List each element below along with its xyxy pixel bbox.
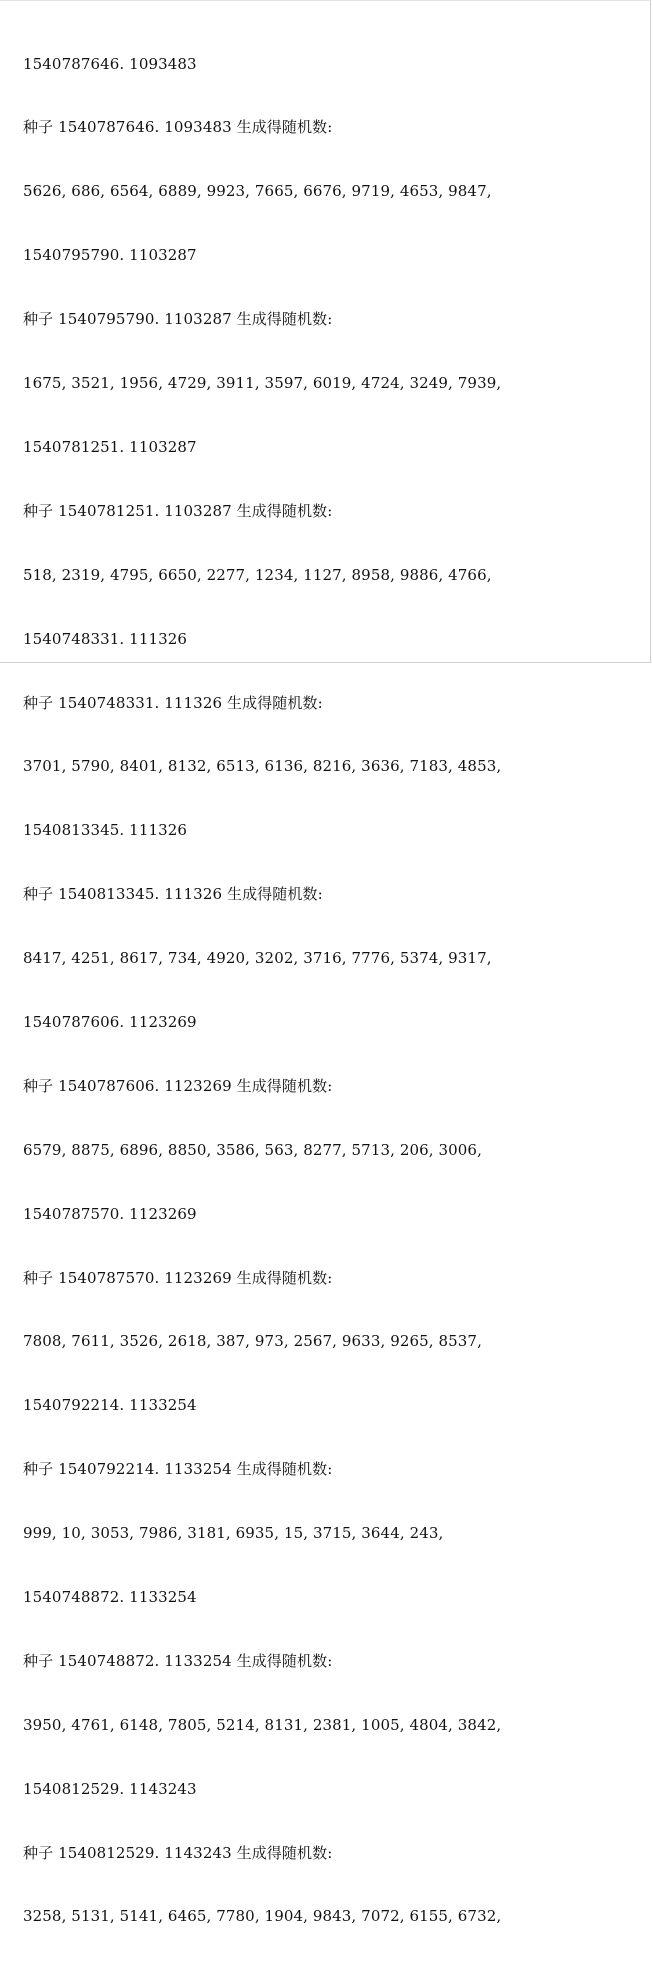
output-line: 种子 1540813345. 111326 生成得随机数: [23, 885, 323, 904]
output-line: 种子 1540787646. 1093483 生成得随机数: [23, 118, 333, 137]
output-line: 1540748331. 111326 [23, 629, 188, 648]
output-line: 999, 10, 3053, 7986, 3181, 6935, 15, 3715, 3644, 243, [23, 1524, 444, 1543]
output-line: 种子 1540787606. 1123269 生成得随机数: [23, 1076, 333, 1095]
output-line: 3258, 5131, 5141, 6465, 7780, 1904, 9843, 7072, 6155, 6732, [23, 1907, 502, 1926]
output-line: 1675, 3521, 1956, 4729, 3911, 3597, 6019, 4724, 3249, 7939, [23, 374, 502, 393]
output-line: 6579, 8875, 6896, 8850, 3586, 563, 8277, 5713, 206, 3006, [23, 1140, 482, 1159]
output-line: 5626, 686, 6564, 6889, 9923, 7665, 6676, 9719, 4653, 9847, [23, 182, 492, 201]
output-line: 1540792214. 1133254 [23, 1396, 197, 1415]
output-line: 种子 1540748872. 1133254 生成得随机数: [23, 1651, 333, 1670]
output-line: 518, 2319, 4795, 6650, 2277, 1234, 1127, 8958, 9886, 4766, [23, 565, 492, 584]
output-line: 1540787646. 1093483 [23, 54, 197, 73]
output-line: 种子 1540748331. 111326 生成得随机数: [23, 693, 323, 712]
output-line: 3701, 5790, 8401, 8132, 6513, 6136, 8216, 3636, 7183, 4853, [23, 757, 502, 776]
output-line: 8417, 4251, 8617, 734, 4920, 3202, 3716, 7776, 5374, 9317, [23, 949, 492, 968]
output-line: 种子 1540781251. 1103287 生成得随机数: [23, 501, 333, 520]
output-line: 种子 1540795790. 1103287 生成得随机数: [23, 310, 333, 329]
output-line: 1540812529. 1143243 [23, 1779, 197, 1798]
output-line: 种子 1540812529. 1143243 生成得随机数: [23, 1843, 333, 1862]
output-line: 种子 1540792214. 1133254 生成得随机数: [23, 1460, 333, 1479]
console-output-text [23, 11, 640, 1970]
output-line: 7808, 7611, 3526, 2618, 387, 973, 2567, 9633, 9265, 8537, [23, 1332, 482, 1351]
output-line: 1540787606. 1123269 [23, 1012, 197, 1031]
output-line: 1540813345. 111326 [23, 821, 188, 840]
output-line: 1540787570. 1123269 [23, 1204, 197, 1223]
output-line: 1540795790. 1103287 [23, 246, 197, 265]
output-line: 1540748872. 1133254 [23, 1587, 197, 1606]
output-line: 3950, 4761, 6148, 7805, 5214, 8131, 2381, 1005, 4804, 3842, [23, 1715, 502, 1734]
output-line: 种子 1540787570. 1123269 生成得随机数: [23, 1268, 333, 1287]
output-line: 1540781251. 1103287 [23, 437, 197, 456]
